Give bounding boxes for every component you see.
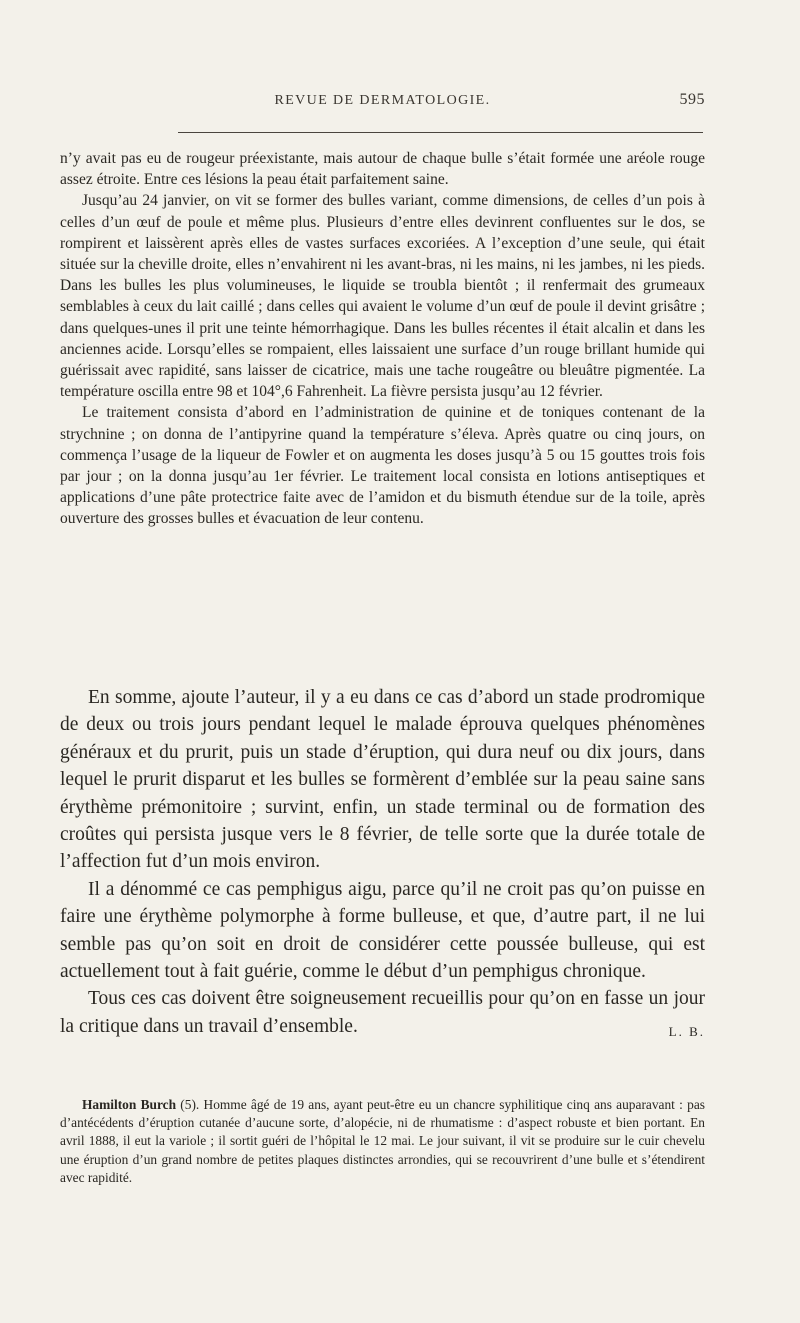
- author-signature: L. B.: [668, 1023, 705, 1039]
- paragraph-diagnosis: Il a dénommé ce cas pemphigus aigu, parce qu’il ne croit pas qu’on puisse en faire une érythème polymorphe à forme bulleuse, et que, d’autre part, il ne lui semble pas qu’on soit en droit de considérer cette poussée bulleuse, qui est actuellement tout à fait guérie, comme le début d’un pemphigus chronique.: [60, 878, 705, 983]
- conclusion-text: Tous ces cas doivent être soigneusement recueillis pour qu’on en fasse un jour la critique dans un travail d’ensemble.: [60, 988, 705, 1037]
- case-author: Hamilton Burch: [82, 1097, 177, 1112]
- journal-title: REVUE DE DERMATOLOGIE.: [274, 93, 491, 108]
- paragraph-treatment: Le traitement consista d’abord en l’administration de quinine et de toniques contenant de la strychnine ; on donna de l’antipyrine quand la température s’éleva. Après quatre ou cinq jours, on commença l’usage de la liqueur de Fowler et on augmenta les doses jusqu’à 5 ou 15 gouttes trois fois par jour ; on la donna jusqu’au 1er février. Le traitement local consista en lotions antiseptiques et applications d’une pâte protectrice faite avec de l’amidon et du bismuth étendue sur de la toile, après ouverture des grosses bulles et évacuation de leur contenu.: [60, 404, 705, 528]
- page-number: 595: [679, 91, 705, 108]
- running-header: [60, 93, 705, 113]
- paragraph-hamilton-burch: [60, 1096, 705, 1187]
- summary-section: [60, 684, 705, 1045]
- case-text: (5). Homme âgé de 19 ans, ayant peut-être eu un chancre syphilitique cinq ans auparavant : pas d’antécédents d’éruption cutanée d’aucune sorte, d’alopécie, ni de rhumatisme : d’aspect robuste et bien portant. En avril 1888, il eut la variole ; il sortit guéri de l’hôpital le 12 mai. Le jour suivant, il vit se produire sur le cuir chevelu une éruption d’un grand nombre de petites plaques distinctes arrondies, qui se recouvrirent d’une bulle et s’étendirent avec rapidité.: [60, 1097, 705, 1185]
- header-rule: [178, 132, 703, 133]
- case-report-section: [60, 148, 705, 530]
- next-case-section: [60, 1096, 705, 1187]
- paragraph-summary: En somme, ajoute l’auteur, il y a eu dans ce cas d’abord un stade prodromique de deux ou trois jours pendant lequel le malade éprouva quelques phénomènes généraux et du prurit, puis un stade d’éruption, qui dura neuf ou dix jours, dans lequel le prurit disparut et les bulles se formèrent d’emblée sur la peau saine sans érythème prémonitoire ; survint, enfin, un stade terminal ou de formation des croûtes qui persista jusque vers le 8 février, de telle sorte que la durée totale de l’affection fut d’un mois environ.: [60, 687, 705, 873]
- paragraph-continuation: n’y avait pas eu de rougeur préexistante, mais autour de chaque bulle s’était formée une aréole rouge assez étroite. Entre ces lésions la peau était parfaitement saine.: [60, 150, 705, 189]
- paragraph-evolution: Jusqu’au 24 janvier, on vit se former des bulles variant, comme dimensions, de celles d’un pois à celles d’un œuf de poule et même plus. Plusieurs d’entre elles devinrent confluentes sur le dos, se rompirent et laissèrent après elles de vastes surfaces excoriées. A l’exception d’une seule, qui était située sur la cheville droite, elles n’envahirent ni les avant-bras, ni les mains, ni les jambes, ni les pieds. Dans les bulles les plus volumineuses, le liquide se troubla bientôt ; il renfermait des grumeaux semblables à ceux du lait caillé ; dans celles qui avaient le volume d’un œuf de poule il devint grisâtre ; dans quelques-unes il prit une teinte hémorrhagique. Dans les bulles récentes il était alcalin et dans les anciennes acide. Lorsqu’elles se rompaient, elles laissaient une surface d’un rouge brillant humide qui guérissait avec rapidité, sans laisser de cicatrice, mais une tache rougeâtre ou bleuâtre pigmentée. La température oscilla entre 98 et 104°,6 Fahrenheit. La fièvre persista jusqu’au 12 février.: [60, 192, 705, 401]
- paragraph-conclusion: [60, 985, 705, 1040]
